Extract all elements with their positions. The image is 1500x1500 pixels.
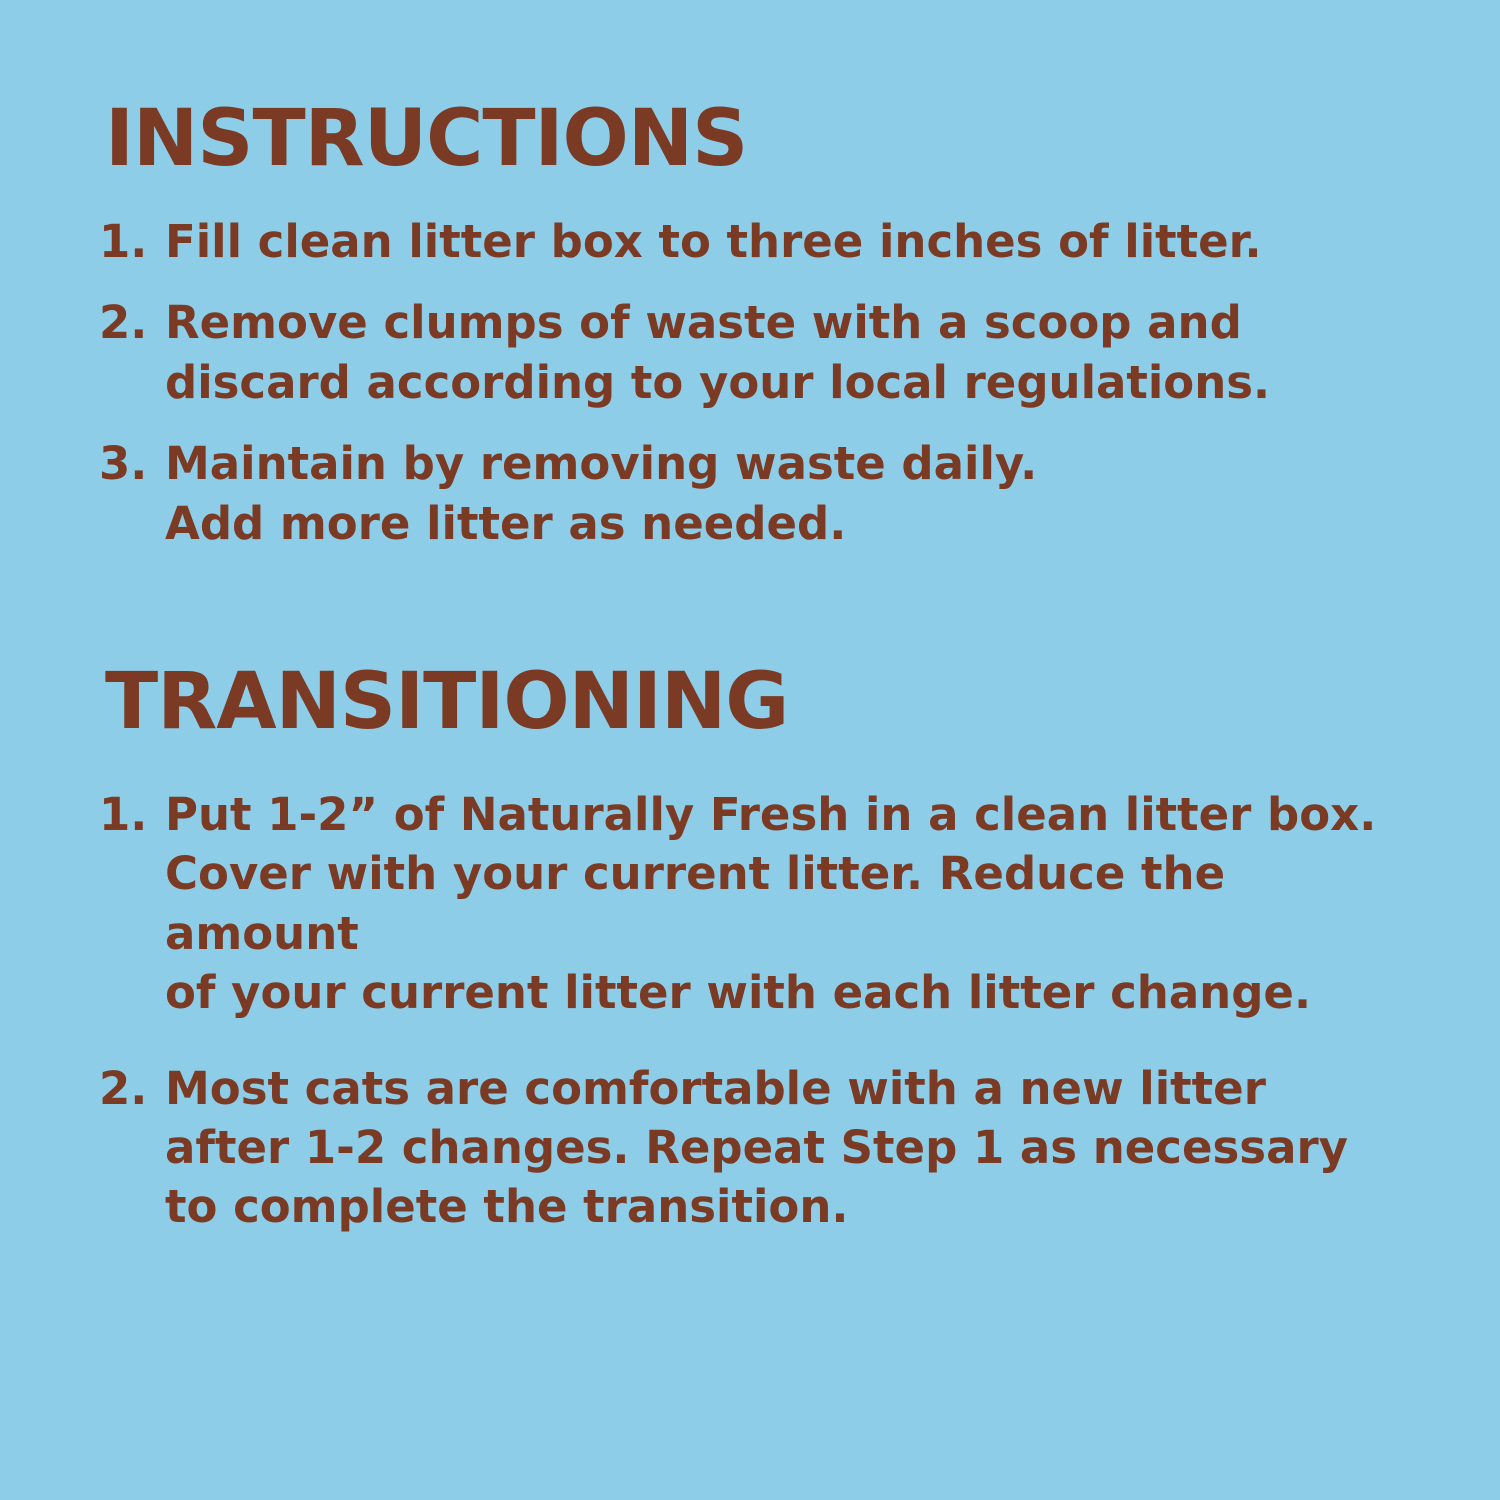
section-title-instructions: INSTRUCTIONS: [105, 94, 748, 184]
step-line: after 1-2 changes. Repeat Step 1 as necessary: [165, 1120, 1348, 1174]
step-number: 2.: [99, 1061, 148, 1115]
step-text: [165, 1059, 1410, 1237]
section-title-transitioning: TRANSITIONING: [105, 656, 789, 747]
list-item: [95, 785, 1410, 1023]
step-line: Remove clumps of waste with a scoop and: [165, 296, 1242, 350]
step-line: Cover with your current litter. Reduce the amount: [165, 847, 1226, 960]
list-item: [95, 293, 1410, 412]
step-line: to complete the transition.: [165, 1180, 849, 1234]
list-item: [95, 1059, 1410, 1237]
step-text: [165, 434, 1410, 553]
list-item: [95, 212, 1410, 271]
step-line: of your current litter with each litter change.: [165, 966, 1312, 1020]
step-text: [165, 212, 1410, 271]
step-text: [165, 293, 1410, 412]
section-instructions: [95, 94, 1410, 553]
list-item: [95, 434, 1410, 553]
step-line: Maintain by removing waste daily.: [165, 437, 1038, 491]
step-line: Fill clean litter box to three inches of litter.: [165, 215, 1262, 268]
step-line: discard according to your local regulations.: [165, 355, 1271, 409]
step-number: 1.: [99, 215, 148, 268]
step-line: Put 1-2” of Naturally Fresh in a clean litter box.: [165, 787, 1377, 841]
step-line: Most cats are comfortable with a new litter: [165, 1061, 1266, 1115]
step-number: 3.: [99, 437, 148, 491]
section-transitioning: [95, 656, 1410, 1237]
transitioning-step-list: [95, 785, 1410, 1237]
step-number: 1.: [99, 787, 148, 841]
instructions-step-list: [95, 212, 1410, 553]
step-text: [165, 785, 1410, 1023]
step-number: 2.: [99, 296, 148, 350]
step-line: Add more litter as needed.: [165, 496, 847, 550]
